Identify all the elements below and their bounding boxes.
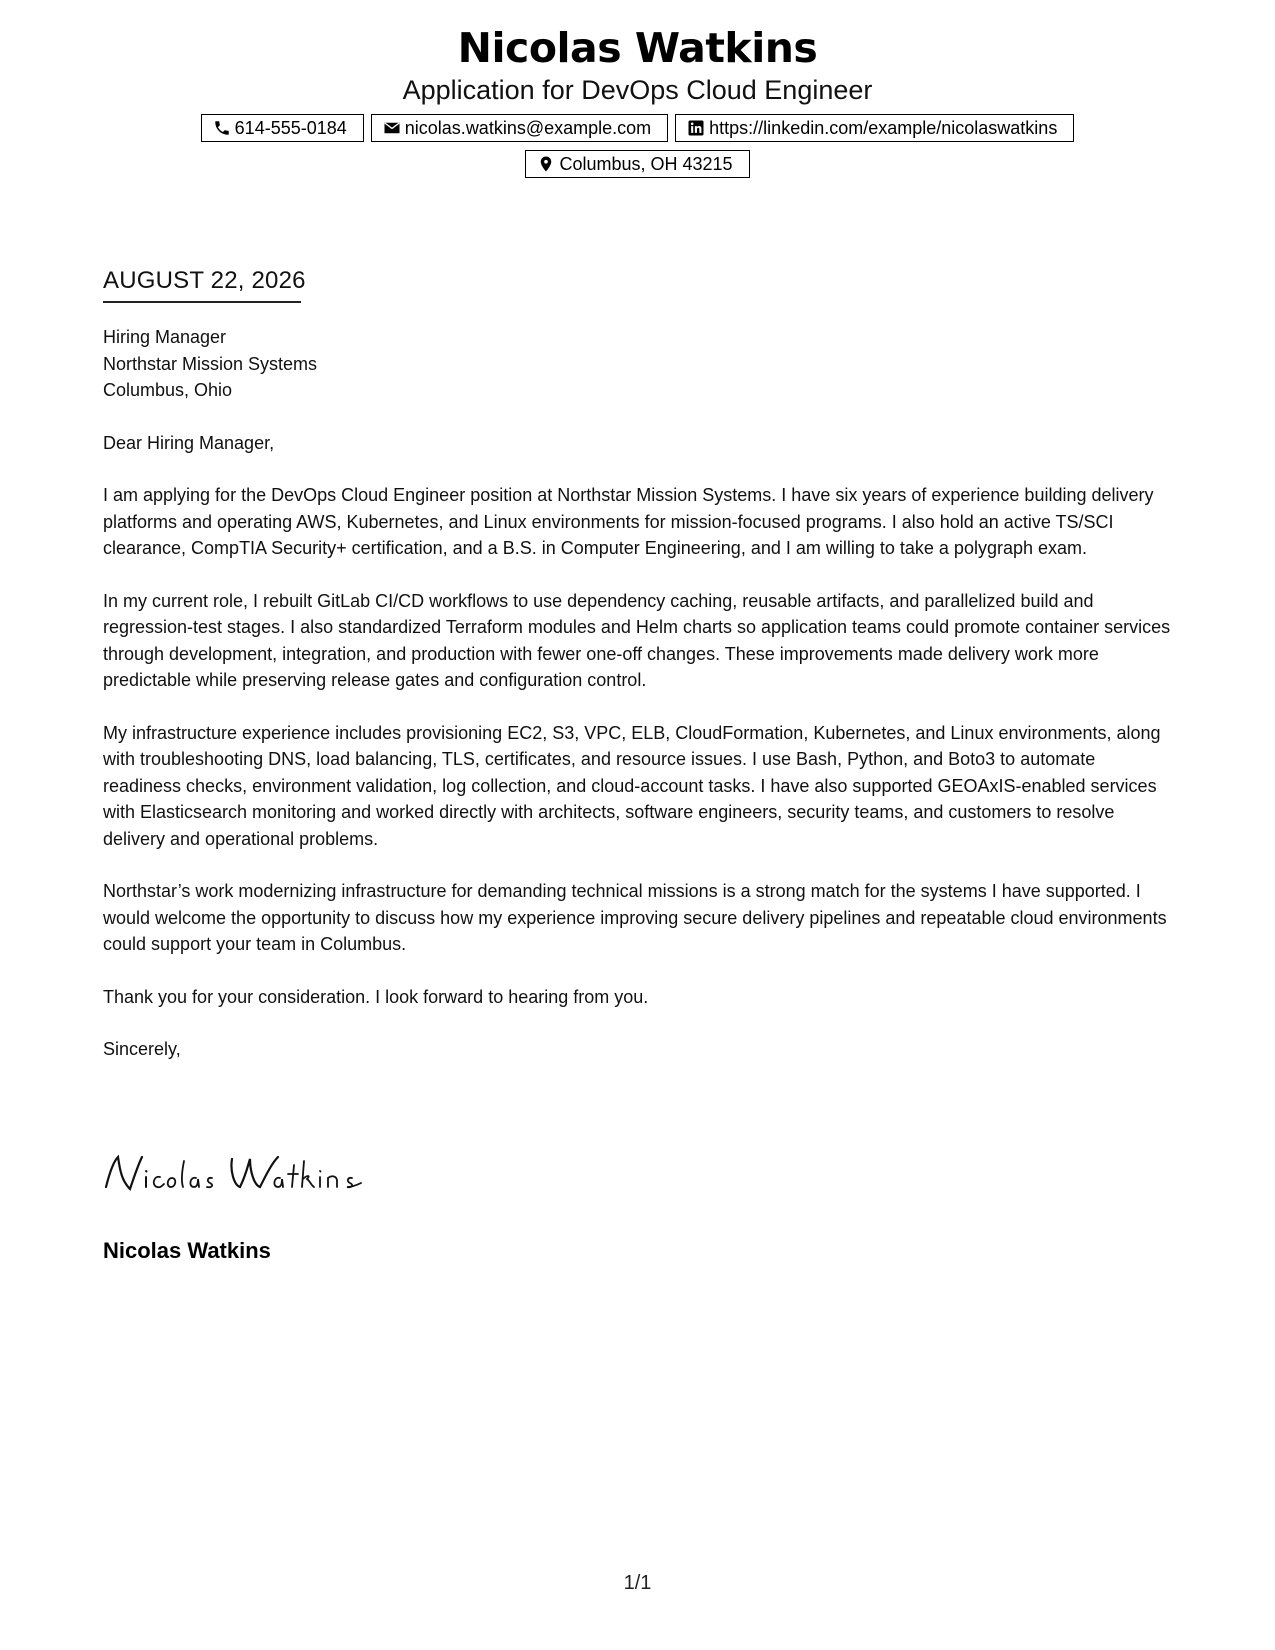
body-paragraph: Thank you for your consideration. I look forward to hearing from you. (103, 986, 649, 1007)
body-paragraph: I am applying for the DevOps Cloud Engineer position at Northstar Mission Systems. I have six years of experience building delivery platforms and operating AWS, Kubernetes, and Linux environments for mission-focused programs. I also hold an active TS/SCI clearance, CompTIA Security+ certification, and a B.S. in Computer Engineering, and I am willing to take a polygraph exam. (103, 485, 1154, 558)
body-paragraph: In my current role, I rebuilt GitLab CI/CD workflows to use dependency caching, reusable artifacts, and parallelized build and regression-test stages. I also standardized Terraform modules and Helm charts so application teams could promote container services through development, integration, and production with fewer one-off changes. These improvements made delivery work more predictable while preserving release gates and configuration control. (103, 590, 1171, 690)
linkedin-text: https://linkedin.com/example/nicolaswatkins (709, 117, 1058, 138)
phone-text: 614-555-0184 (234, 117, 347, 138)
recipient-line: Northstar Mission Systems (103, 353, 318, 374)
body-paragraph: Northstar’s work modernizing infrastructure for demanding technical missions is a strong match for the systems I have supported. I would welcome the opportunity to discuss how my experience improving secure delivery pipelines and repeatable cloud environments could support your team in Columbus. (103, 881, 1167, 954)
contact-row-location (0, 150, 1275, 178)
envelope-icon (383, 119, 401, 137)
date-underline (103, 301, 301, 303)
applicant-name: Nicolas Watkins (457, 24, 818, 72)
location-contact (525, 150, 749, 178)
contact-row (0, 114, 1275, 142)
letter-header (0, 22, 1275, 178)
email-text: nicolas.watkins@example.com (404, 117, 652, 138)
closing: Sincerely, (103, 1039, 181, 1059)
phone-contact[interactable] (201, 114, 364, 142)
linkedin-icon (687, 119, 705, 137)
map-pin-icon (537, 155, 555, 173)
linkedin-contact[interactable] (675, 114, 1074, 142)
letter-date-block (103, 266, 306, 303)
application-title: Application for DevOps Cloud Engineer (402, 75, 873, 105)
salutation: Dear Hiring Manager, (103, 432, 275, 453)
body-paragraph: My infrastructure experience includes provisioning EC2, S3, VPC, ELB, CloudFormation, Kubernetes, and Linux environments, along with troubleshooting DNS, load balancing, TLS, certificates, and resource issues. I use Bash, Python, and Boto3 to automate readiness checks, environment validation, log collection, and cloud-account tasks. I have also supported GEOAxIS-enabled services with Elasticsearch monitoring and worked directly with architects, software engineers, security teams, and customers to resolve delivery and operational problems. (103, 722, 1161, 849)
handwritten-signature (100, 1147, 370, 1205)
phone-icon (213, 119, 231, 137)
recipient-line: Hiring Manager (103, 327, 227, 347)
recipient-block (103, 324, 1178, 404)
letter-body (103, 324, 1178, 1089)
email-contact[interactable] (371, 114, 668, 142)
signer-name: Nicolas Watkins (103, 1238, 271, 1263)
letter-date: AUGUST 22, 2026 (103, 267, 306, 294)
page-number: 1/1 (623, 1572, 652, 1594)
location-text: Columbus, OH 43215 (559, 153, 733, 174)
recipient-line: Columbus, Ohio (103, 380, 233, 400)
